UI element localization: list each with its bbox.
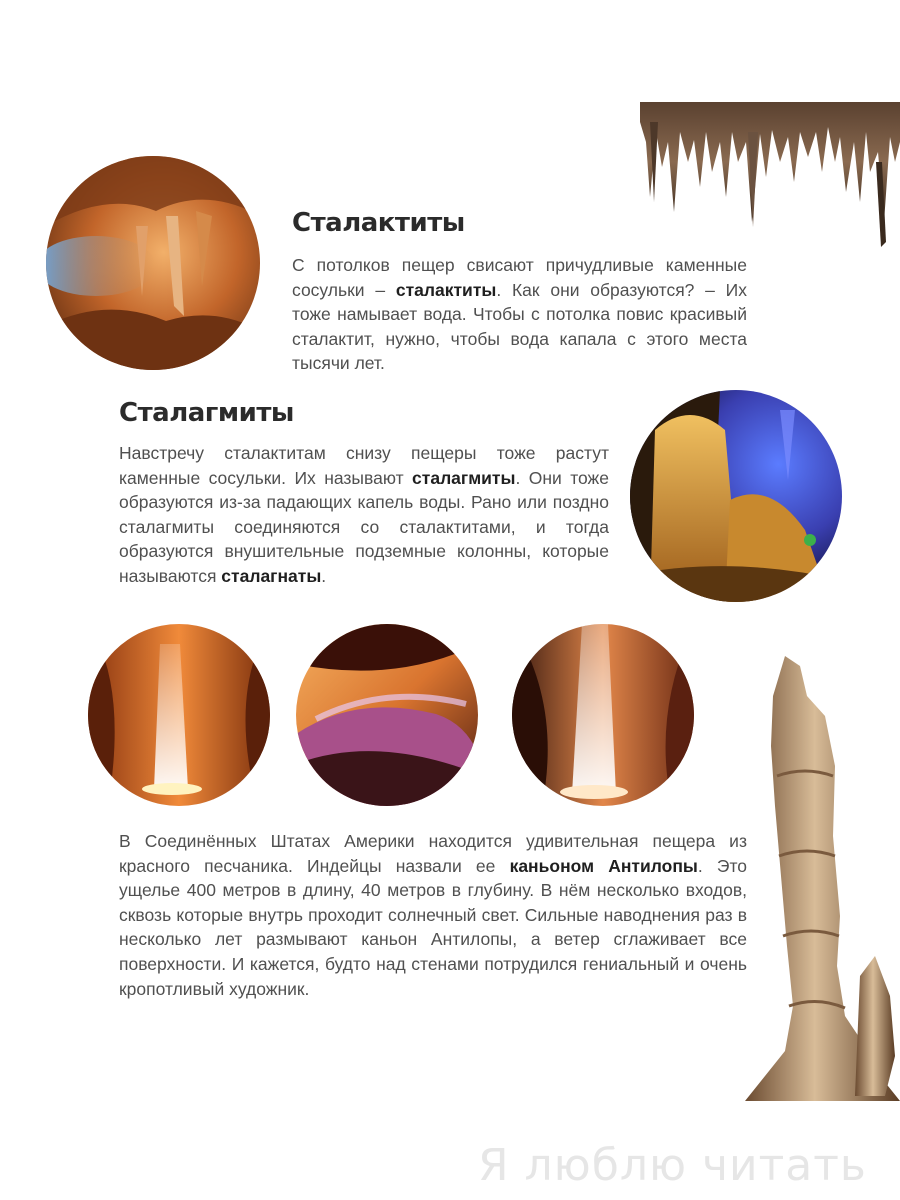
stalactites-text-2: . Как они образуются? – Их тоже намывает вода. Чтобы с потолка повис красивый сталактит, нужно, чтобы вода капала с этого места тысячи лет. <box>292 279 748 374</box>
stalagmites-paragraph <box>119 441 609 589</box>
stalagmites-text-2: . Они тоже образуются из-за падающих капель воды. Рано или поздно сталагмиты соединяются со сталактитами, и тогда образуются внушительные подземные колонны, которые называются <box>119 467 609 586</box>
stalagmite-column-image <box>745 656 900 1106</box>
stalagmites-text-3: . <box>321 565 327 586</box>
stalagmites-text-1: Навстречу сталактитам снизу пещеры тоже растут каменные сосульки. Их называют <box>119 443 609 488</box>
stalagmites-term: сталагмиты <box>412 467 516 488</box>
antelope-canyon-photo-2 <box>296 624 478 806</box>
stalactites-text-1: С потолков пещер свисают причудливые каменные сосульки – <box>292 255 747 300</box>
stalactite-cave-photo <box>46 156 260 370</box>
publisher-watermark: Я люблю читать <box>478 1140 867 1191</box>
stalactites-paragraph <box>292 253 747 376</box>
antelope-canyon-term: каньоном Антилопы <box>509 855 698 876</box>
antelope-text-2: . Это ущелье 400 метров в длину, 40 метров в глубину. В нём несколько входов, сквозь которые внутрь проходит солнечный свет. Сильные наводнения раз в несколько лет размывают каньон Антилопы, а ветер сглаживает все поверхности. И кажется, будто над стенами потрудился гениальный и очень кропотливый художник. <box>119 855 747 999</box>
stalactites-term: сталактиты <box>395 279 497 300</box>
stalagmites-heading: Сталагмиты <box>119 398 294 428</box>
antelope-canyon-photo-3 <box>512 624 694 806</box>
stalagmite-cave-photo <box>630 390 842 602</box>
antelope-canyon-paragraph <box>119 829 747 1001</box>
stalactites-hanging-image <box>640 102 900 252</box>
stalagnates-term: сталагнаты <box>221 565 322 586</box>
stalactites-heading: Сталактиты <box>292 208 465 238</box>
antelope-text-1: В Соединённых Штатах Америки находится удивительная пещера из красного песчаника. Индейцы назвали ее <box>119 831 747 876</box>
antelope-canyon-photo-1 <box>88 624 270 806</box>
